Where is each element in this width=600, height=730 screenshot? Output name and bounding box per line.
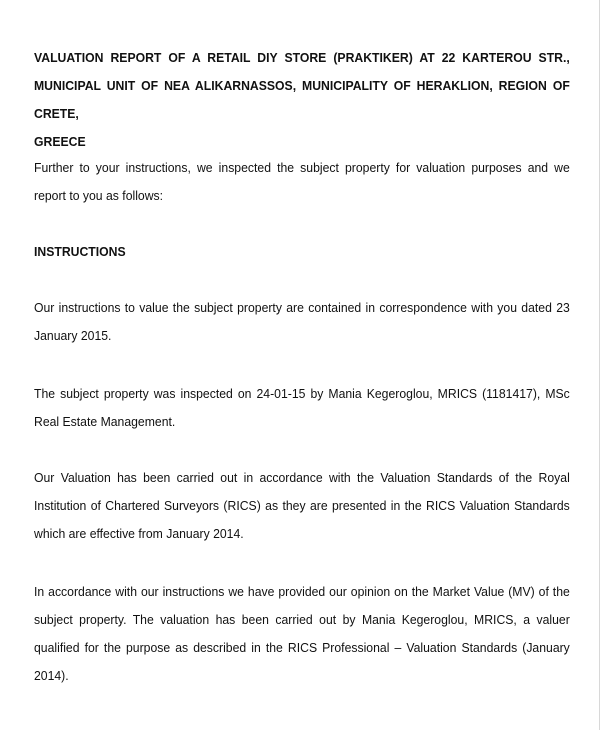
intro-paragraph: Further to your instructions, we inspected the subject property for valuation purposes and we report to you as follows: (34, 160, 570, 203)
report-title-line-1: VALUATION REPORT OF A RETAIL DIY STORE (PRAKTIKER) AT 22 KARTEROU STR., (34, 50, 570, 65)
report-title-line-3: GREECE (34, 134, 86, 149)
paragraph-valuation-standards: Our Valuation has been carried out in accordance with the Valuation Standards of the Royal Institution of Chartered Surveyors (RICS) as they are presented in the RICS Valuation Standards which are effective from January 2014. (34, 470, 570, 541)
report-title-line-2: MUNICIPAL UNIT OF NEA ALIKARNASSOS, MUNICIPALITY OF HERAKLION, REGION OF CRETE, (34, 78, 570, 121)
paragraph-market-value: In accordance with our instructions we have provided our opinion on the Market Value (MV) of the subject property. The valuation has been carried out by Mania Kegeroglou, MRICS, a valuer qualified for the purpose as described in the RICS Professional – Valuation Standards (January 2014). (34, 584, 570, 683)
instructions-heading: INSTRUCTIONS (34, 244, 126, 259)
paragraph-inspection: The subject property was inspected on 24-01-15 by Mania Kegeroglou, MRICS (1181417), MSc Real Estate Management. (34, 386, 570, 429)
report-title (34, 44, 570, 156)
paragraph-instructions-date: Our instructions to value the subject property are contained in correspondence with you dated 23 January 2015. (34, 300, 570, 343)
